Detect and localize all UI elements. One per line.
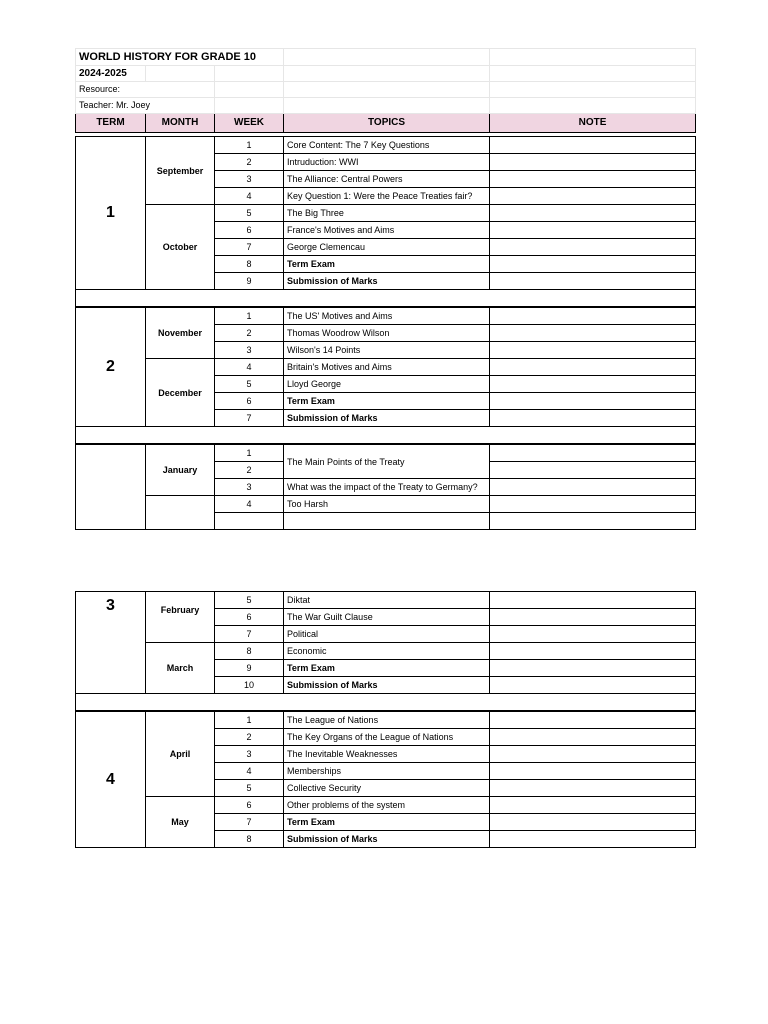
term-3-block-part-1 [75, 444, 696, 530]
week-number: 4 [215, 188, 284, 205]
teacher-label: Teacher: Mr. Joey [76, 98, 215, 114]
month-label: May [146, 797, 215, 848]
topic-cell: Intruduction: WWI [284, 154, 490, 171]
month-label: January [146, 445, 215, 496]
week-number: 6 [215, 393, 284, 410]
note-cell [490, 677, 696, 694]
month-label: March [146, 643, 215, 694]
week-number: 7 [215, 626, 284, 643]
topic-cell: Submission of Marks [284, 831, 490, 848]
note-cell [490, 831, 696, 848]
week-number: 9 [215, 273, 284, 290]
note-cell [490, 462, 696, 479]
topic-cell: Term Exam [284, 256, 490, 273]
table-row [76, 643, 696, 660]
week-number: 4 [215, 496, 284, 513]
table-row [76, 445, 696, 462]
month-label: February [146, 592, 215, 643]
topic-cell: The Key Organs of the League of Nations [284, 729, 490, 746]
topic-cell: Britain's Motives and Aims [284, 359, 490, 376]
month-label: September [146, 137, 215, 205]
month-label: December [146, 359, 215, 427]
week-number: 4 [215, 359, 284, 376]
topic-cell: France's Motives and Aims [284, 222, 490, 239]
topic-cell: Core Content: The 7 Key Questions [284, 137, 490, 154]
document-title: WORLD HISTORY FOR GRADE 10 [76, 49, 284, 66]
term-number: 1 [76, 137, 146, 290]
topic-cell: The League of Nations [284, 712, 490, 729]
column-header-month: MONTH [146, 114, 215, 133]
week-number: 1 [215, 445, 284, 462]
schedule-table-top [75, 48, 696, 136]
note-cell [490, 393, 696, 410]
topic-cell: Term Exam [284, 660, 490, 677]
month-label: October [146, 205, 215, 290]
week-number: 10 [215, 677, 284, 694]
topic-cell: The Alliance: Central Powers [284, 171, 490, 188]
week-number: 7 [215, 814, 284, 831]
year-row [76, 66, 696, 82]
topic-cell: The Main Points of the Treaty [284, 445, 490, 479]
note-cell [490, 479, 696, 496]
school-year: 2024-2025 [76, 66, 146, 82]
note-cell [490, 188, 696, 205]
week-number: 6 [215, 797, 284, 814]
topic-cell: The War Guilt Clause [284, 609, 490, 626]
week-number: 5 [215, 592, 284, 609]
week-number: 7 [215, 410, 284, 427]
note-cell [490, 746, 696, 763]
term-number: 3 [76, 592, 146, 694]
note-cell [490, 359, 696, 376]
note-cell [490, 712, 696, 729]
week-number: 1 [215, 308, 284, 325]
page-segment-bottom [75, 591, 695, 844]
note-cell [490, 137, 696, 154]
topic-cell: Economic [284, 643, 490, 660]
note-cell [490, 342, 696, 359]
week-number: 1 [215, 712, 284, 729]
week-number: 2 [215, 462, 284, 479]
column-header-row [76, 114, 696, 133]
table-row [76, 308, 696, 325]
note-cell [490, 273, 696, 290]
topic-cell: George Clemencau [284, 239, 490, 256]
note-cell [490, 222, 696, 239]
note-cell [490, 729, 696, 746]
week-number: 3 [215, 342, 284, 359]
column-header-week: WEEK [215, 114, 284, 133]
week-number: 8 [215, 256, 284, 273]
topic-cell: The US' Motives and Aims [284, 308, 490, 325]
table-row [76, 592, 696, 609]
week-number: 2 [215, 729, 284, 746]
note-cell [490, 814, 696, 831]
topic-cell: Lloyd George [284, 376, 490, 393]
term-cell-continued [76, 445, 146, 530]
teacher-row [76, 98, 696, 114]
week-number: 5 [215, 780, 284, 797]
topic-cell: The Big Three [284, 205, 490, 222]
topic-cell: Submission of Marks [284, 677, 490, 694]
note-cell [490, 780, 696, 797]
table-row [76, 137, 696, 154]
topic-cell: Wilson's 14 Points [284, 342, 490, 359]
topic-cell: Submission of Marks [284, 273, 490, 290]
week-number: 8 [215, 643, 284, 660]
note-cell [490, 797, 696, 814]
week-number: 5 [215, 205, 284, 222]
note-cell [490, 256, 696, 273]
note-cell [490, 660, 696, 677]
note-cell [490, 205, 696, 222]
table-row [76, 712, 696, 729]
term-1-block [75, 136, 696, 307]
week-number: 3 [215, 746, 284, 763]
note-cell [490, 410, 696, 427]
note-cell [490, 626, 696, 643]
column-header-note: NOTE [490, 114, 696, 133]
column-header-topics: TOPICS [284, 114, 490, 133]
week-number: 2 [215, 154, 284, 171]
week-number: 2 [215, 325, 284, 342]
term-3-block-part-2 [75, 591, 696, 711]
note-cell [490, 325, 696, 342]
term-number: 4 [76, 712, 146, 848]
topic-cell: Other problems of the system [284, 797, 490, 814]
table-row [76, 496, 696, 513]
topic-cell: Submission of Marks [284, 410, 490, 427]
term-4-block [75, 711, 696, 848]
note-cell [490, 376, 696, 393]
note-cell [490, 154, 696, 171]
topic-cell: Too Harsh [284, 496, 490, 513]
table-row [76, 205, 696, 222]
note-cell [490, 592, 696, 609]
note-cell [490, 308, 696, 325]
month-label: April [146, 712, 215, 797]
note-cell [490, 239, 696, 256]
table-row [76, 359, 696, 376]
resource-row [76, 82, 696, 98]
week-number: 3 [215, 171, 284, 188]
topic-cell: Term Exam [284, 814, 490, 831]
topic-cell: Diktat [284, 592, 490, 609]
topic-cell: Political [284, 626, 490, 643]
topic-cell: Key Question 1: Were the Peace Treaties fair? [284, 188, 490, 205]
week-number: 7 [215, 239, 284, 256]
topic-cell: Term Exam [284, 393, 490, 410]
week-number: 5 [215, 376, 284, 393]
week-number: 8 [215, 831, 284, 848]
week-number: 6 [215, 609, 284, 626]
week-number: 4 [215, 763, 284, 780]
term-2-block [75, 307, 696, 444]
topic-cell: Collective Security [284, 780, 490, 797]
week-number: 9 [215, 660, 284, 677]
topic-cell: Thomas Woodrow Wilson [284, 325, 490, 342]
topic-cell: The Inevitable Weaknesses [284, 746, 490, 763]
month-cell-continued [146, 496, 215, 530]
note-cell [490, 496, 696, 513]
note-cell [490, 643, 696, 660]
note-cell [490, 609, 696, 626]
week-number: 1 [215, 137, 284, 154]
week-number: 3 [215, 479, 284, 496]
note-cell [490, 171, 696, 188]
table-row [76, 797, 696, 814]
month-label: November [146, 308, 215, 359]
term-number: 2 [76, 308, 146, 427]
resource-label: Resource: [76, 82, 215, 98]
topic-cell: Memberships [284, 763, 490, 780]
note-cell [490, 763, 696, 780]
note-cell [490, 445, 696, 462]
page-segment-top [75, 48, 695, 509]
title-row [76, 49, 696, 66]
topic-cell: What was the impact of the Treaty to Germany? [284, 479, 490, 496]
week-number: 6 [215, 222, 284, 239]
column-header-term: TERM [76, 114, 146, 133]
